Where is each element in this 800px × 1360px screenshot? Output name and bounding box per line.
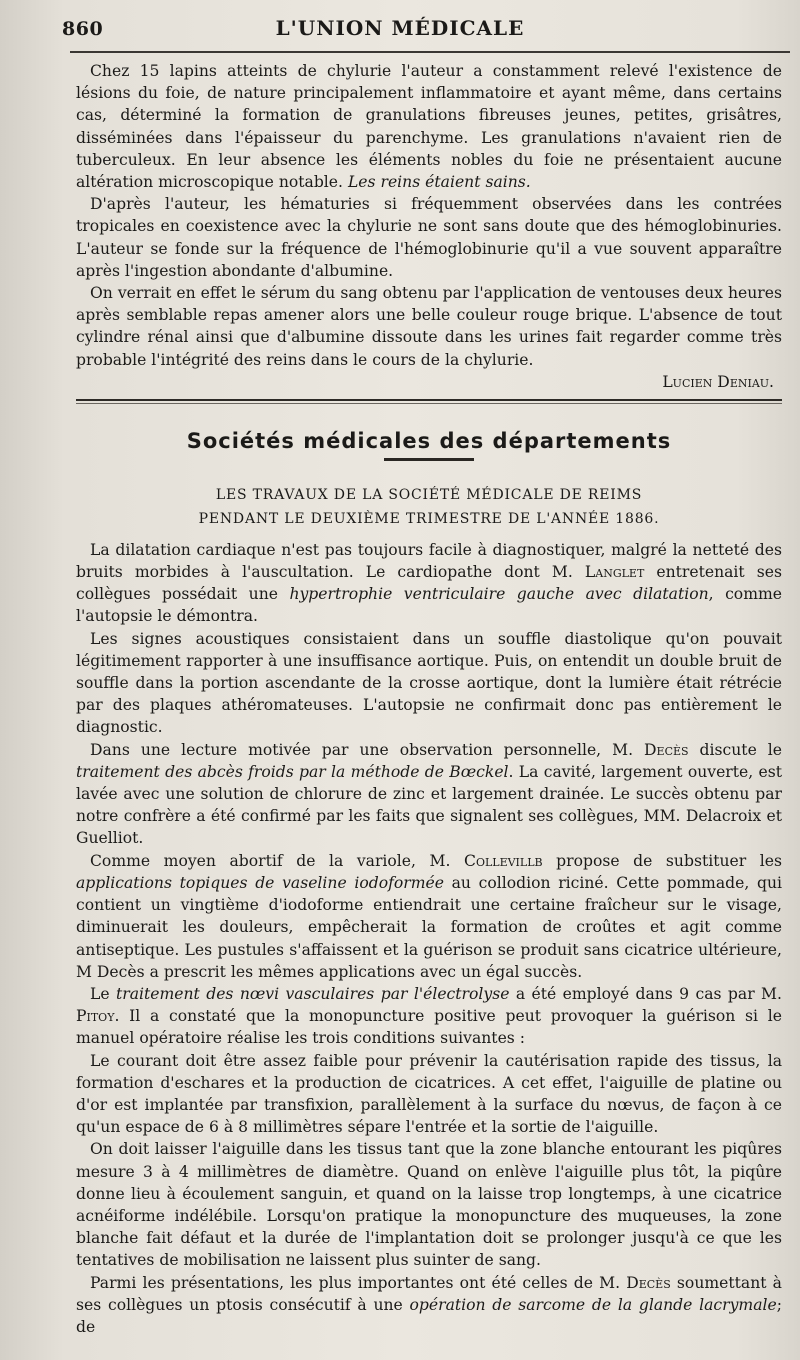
- italic-sentence: Les reins étaient sains.: [347, 173, 531, 192]
- section-divider-thin: [76, 403, 782, 404]
- paragraph: Dans une lecture motivée par une observation personnelle, M. Decès discute le traitement des abcès froids par la méthode de Bœckel. La cavité, largement ouverte, est lavée avec une solution de chlorure de zinc et largement drainée. Le succès obtenu par notre confrère a été confirmé par les faits que signalent ses collègues, MM. Delacroix et Guelliot.: [76, 740, 782, 848]
- header-rule: [70, 51, 790, 53]
- paragraph: Parmi les présentations, les plus importantes ont été celles de M. Decès soumettant à ses collègues un ptosis consécutif à une opération de sarcome de la glande lacrymale; de: [76, 1273, 782, 1336]
- section-heading: Sociétés médicales des départements: [186, 428, 672, 453]
- paragraph: On doit laisser l'aiguille dans les tissus tant que la zone blanche entourant les piqûres mesure 3 à 4 millimètres de diamètre. Quand on enlève l'aiguille plus tôt, la piqûre donne lieu à écoulement sanguin, et quand on la laisse trop longtemps, à une cicatrice acnéiforme indélébile. Lorsqu'on pratique la monopuncture des muqueuses, la zone blanche fait défaut et la durée de l'implantation doit se prolonger jusqu'à ce que les tentatives de mobilisation ne laissent plus suinter de sang.: [76, 1140, 782, 1270]
- page-content: [76, 60, 782, 1338]
- paragraph: La dilatation cardiaque n'est pas toujours facile à diagnostiquer, malgré la netteté des bruits morbides à l'auscultation. Le cardiopathe dont M. Langlet entretenait ses collègues possédait une hypertrophie ventriculaire gauche avec dilatation, comme l'autopsie le démontra.: [76, 540, 782, 626]
- paragraph: Les signes acoustiques consistaient dans un souffle diastolique qu'on pouvait légitimement rapporter à une insuffisance aortique. Puis, on entendit un double bruit de souffle dans la portion ascendante de la crosse aortique, dont la lumière était rétrécie par des plaques athéromateuses. L'autopsie ne confirmait donc pas entièrement le diagnostic.: [76, 629, 782, 737]
- article-title-line: LES TRAVAUX DE LA SOCIÉTÉ MÉDICALE DE REIMS: [215, 486, 643, 503]
- author-signature: Lucien Deniau.: [662, 372, 774, 391]
- person-name: Decès: [644, 740, 689, 759]
- person-name: Langlet: [584, 563, 645, 582]
- section-divider: [76, 399, 782, 401]
- heading-ornament: [384, 458, 474, 461]
- page-number: 860: [62, 18, 104, 40]
- paragraph: Le traitement des nœvi vasculaires par l'électrolyse a été employé dans 9 cas par M. Pitoy. Il a constaté que la monopuncture positive peut provoquer la guérison si le manuel opératoire réalise les trois conditions suivantes :: [76, 984, 782, 1048]
- person-name: Decès: [626, 1273, 671, 1292]
- paragraph: Le courant doit être assez faible pour prévenir la cautérisation rapide des tissus, la formation d'eschares et la production de cicatrices. A cet effet, l'aiguille de platine ou d'or est implantée par transfixion, parallèlement à la surface du nœvus, de façon à ce qu'un espace de 6 à 8 millimètres sépare l'entrée et la sortie de l'aiguille.: [76, 1051, 782, 1137]
- article-title: [76, 483, 782, 531]
- paragraph: Comme moyen abortif de la variole, M. Collevillb propose de substituer les applications topiques de vaseline iodoformée au collodion riciné. Cette pommade, qui contient un vingtième d'iodoforme entiendrait une certaine fraîcheur sur le visage, diminuerait les douleurs, empêcherait la formation de croûtes et agit comme antiseptique. Les pustules s'affaissent et la guérison se produit sans cicatrice ultérieure, M Decès a prescrit les mêmes applications avec un égal succès.: [76, 851, 782, 981]
- paragraph: Chez 15 lapins atteints de chylurie l'auteur a constamment relevé l'existence de lésions du foie, de nature principalement inflammatoire et ayant même, dans certains cas, déterminé la formation de granulations fibreuses jeunes, petites, grisâtres, disséminées dans l'épaisseur du parenchyme. Les granulations n'avaient rien de tuberculeux. En leur absence les éléments nobles du foie ne présentaient aucune altération microscopique notable. Les reins étaient sains.: [76, 62, 782, 192]
- running-header: [0, 12, 800, 46]
- paragraph: On verrait en effet le sérum du sang obtenu par l'application de ventouses deux heures après semblable repas amener alors une belle couleur rouge brique. L'absence de tout cylindre rénal ainsi que d'albumine dissoute dans les urines fait regarder comme très probable l'intégrité des reins dans le cours de la chylurie.: [76, 284, 782, 369]
- article-body: [76, 539, 782, 1338]
- person-name: Collevillb: [464, 851, 543, 870]
- person-name: Pitoy: [76, 1007, 115, 1026]
- journal-title: L'UNION MÉDICALE: [275, 16, 525, 40]
- article-title-line: PENDANT LE DEUXIÈME TRIMESTRE DE L'ANNÉE 1886.: [198, 510, 660, 527]
- paragraph: D'après l'auteur, les hématuries si fréquemment observées dans les contrées tropicales en coexistence avec la chylurie ne sont sans doute que des hémoglobinuries. L'auteur se fonde sur la fréquence de l'hémoglobinurie qu'il a vue souvent apparaître après l'ingestion abondante d'albumine.: [76, 195, 782, 280]
